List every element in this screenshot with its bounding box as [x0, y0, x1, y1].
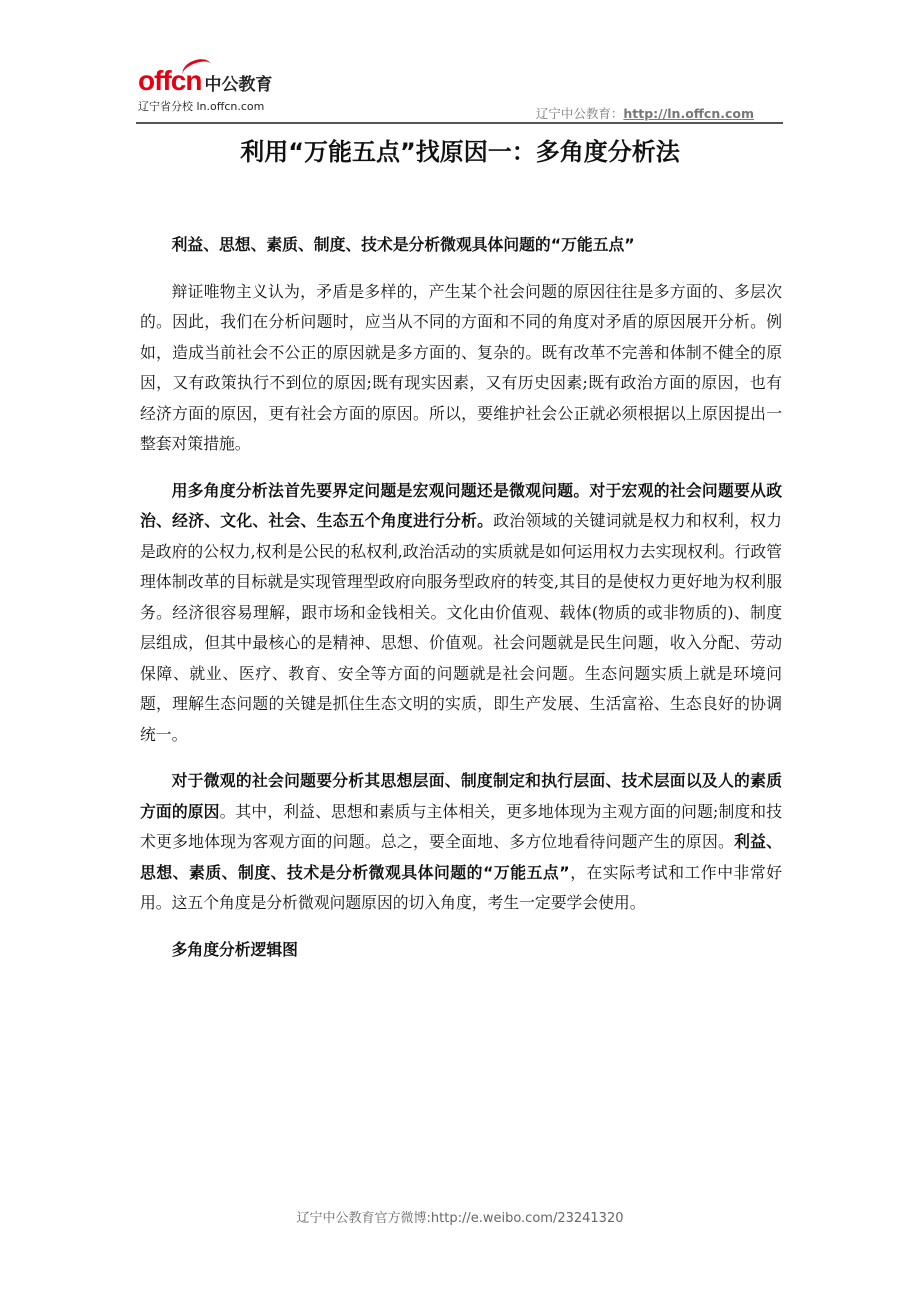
- logo-cn: 中公教育: [204, 75, 273, 95]
- site-link[interactable]: http://ln.offcn.com: [623, 106, 754, 121]
- page-title: 利用“万能五点”找原因一：多角度分析法: [240, 138, 680, 166]
- document-body: [140, 230, 782, 981]
- offcn-logo: [138, 66, 272, 114]
- bold-text: 利益、思想、素质、制度、技术是分析微观具体问题的“万能五点”: [140, 832, 782, 882]
- text: 辩证唯物主义认为，矛盾是多样的，产生某个社会问题的原因往往是多方面的、多层次的。因此，我们在分析问题时，应当从不同的方面和不同的角度对矛盾的原因展开分析。例如，造成当前社会不公正的原因就是多方面的、复杂的。既有改革不完善和体制不健全的原因，又有政策执行不到位的原因;既有现实因素，又有历史因素;既有政治方面的原因，也有经济方面的原因，更有社会方面的原因。所以，要维护社会公正就必须根据以上原因提出一整套对策措施。: [140, 281, 782, 453]
- bold-text: 多角度分析逻辑图: [171, 939, 298, 959]
- bold-text: 利益、思想、素质、制度、技术是分析微观具体问题的“万能五点”: [171, 235, 635, 254]
- diagram-caption: [140, 935, 782, 966]
- paragraph: [140, 277, 782, 460]
- footer-weibo: 辽宁中公教育官方微博:http://e.weibo.com/23241320: [296, 1211, 624, 1226]
- section-heading: [140, 230, 782, 261]
- bold-text: 对于微观的社会问题要分析其思想层面、制度制定和执行层面、技术层面以及人的素质方面的原因: [140, 771, 782, 821]
- site-label: 辽宁中公教育：: [535, 106, 624, 121]
- bold-text: 用多角度分析法首先要界定问题是宏观问题还是微观问题。对于宏观的社会问题要从政治、经济、文化、社会、生态五个角度进行分析。: [140, 480, 782, 530]
- text: 政治领域的关键词就是权力和权利，权力是政府的公权力,权利是公民的私权利,政治活动的实质就是如何运用权力去实现权利。行政管理体制改革的目标就是实现管理型政府向服务型政府的转变,其目的是使权力更好地为权利服务。经济很容易理解，跟市场和金钱相关。文化由价值观、载体(物质的或非物质的)、制度层组成，但其中最核心的是精神、思想、价值观。社会问题就是民生问题，收入分配、劳动保障、就业、医疗、教育、安全等方面的问题就是社会问题。生态问题实质上就是环境问题，理解生态问题的关键是抓住生态文明的实质，即生产发展、生活富裕、生态良好的协调统一。: [140, 511, 782, 744]
- logo-sub: 辽宁省分校 ln.offcn.com: [138, 100, 265, 113]
- header-site: [536, 104, 754, 122]
- paragraph: [140, 476, 782, 751]
- text: ，在实际考试和工作中非常好用。这五个角度是分析微观问题原因的切入角度，考生一定要学会使用。: [140, 862, 782, 912]
- text: 。其中，利益、思想和素质与主体相关，更多地体现为主观方面的问题;制度和技术更多地体现为客观方面的问题。总之，要全面地、多方位地看待问题产生的原因。: [140, 801, 782, 851]
- header-divider: [136, 122, 783, 124]
- paragraph: [140, 766, 782, 919]
- logo-text: offcn: [138, 65, 202, 96]
